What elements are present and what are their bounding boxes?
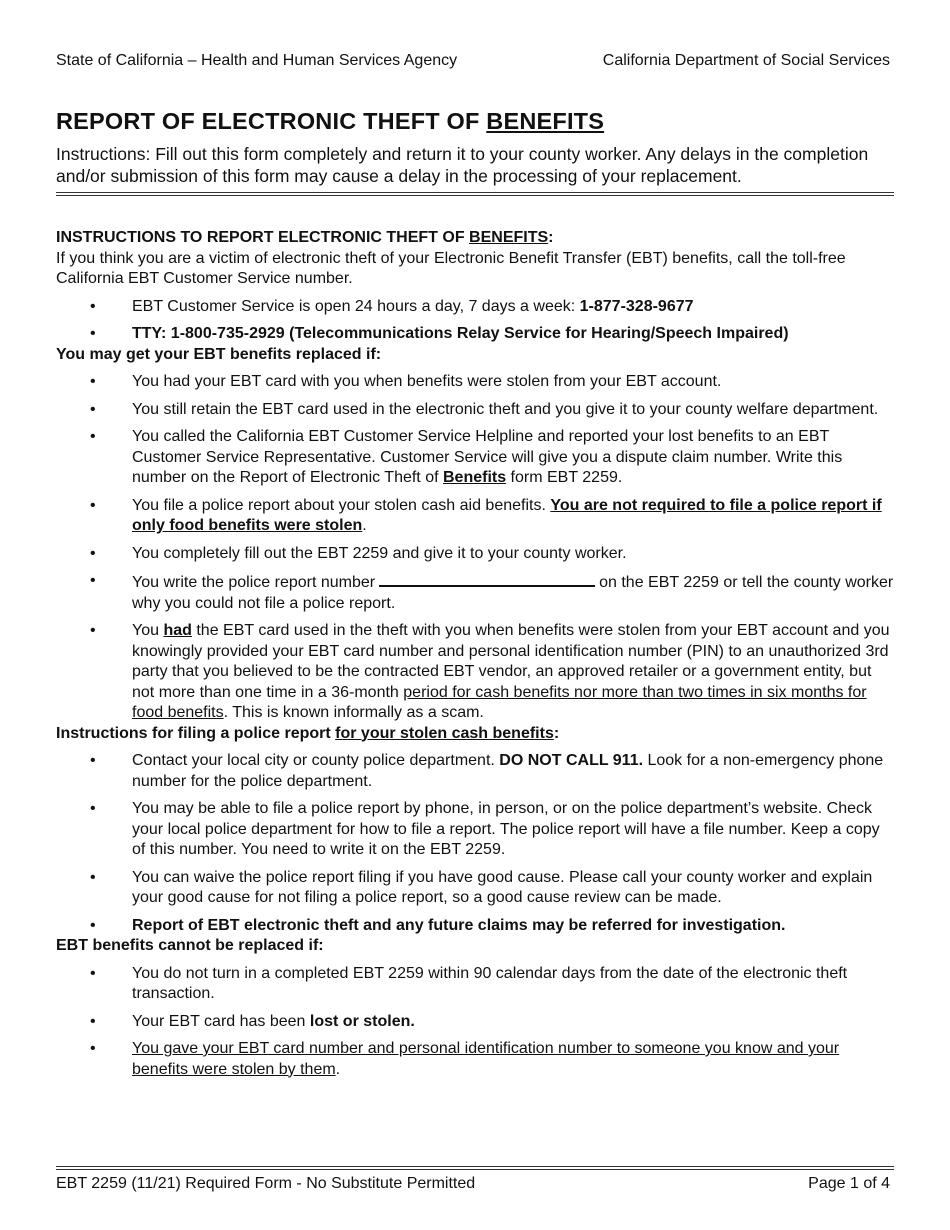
list-item: • You do not turn in a completed EBT 2259 within 90 calendar days from the date of the electronic theft transaction. — [90, 964, 848, 1002]
police-heading: Instructions for filing a police report for your stolen cash benefits: — [56, 724, 560, 742]
bullet-icon: • — [90, 428, 96, 445]
bullet-icon: • — [90, 622, 96, 639]
bullet-icon: • — [90, 1012, 96, 1030]
bullet-icon: • — [90, 496, 96, 514]
page-number: Page 1 of 4 — [808, 1175, 890, 1192]
list-item: • Contact your local city or county police department. DO NOT CALL 911. Look for a non-emergency phone number for the police department. — [90, 752, 884, 790]
replaced-list — [56, 372, 894, 724]
list-item: • You had your EBT card with you when benefits were stolen from your EBT account. — [56, 372, 894, 393]
form-instructions: Instructions: Fill out this form completely and return it to your county worker. Any delays in the completion and/or submission of this form may cause a delay in the processing of your replacement. — [56, 144, 869, 186]
bullet-icon: • — [90, 868, 96, 886]
list-item: • You had the EBT card used in the theft with you when benefits were stolen from your EBT account and you knowingly provided your EBT card number and personal identification number (PIN) to an unauthorized 3rd party that you believed to be the contracted EBT vendor, an approved retailer or a government entity, but not more than one time in a 36-month period for cash benefits nor more than two times in six months for food benefits. This is known informally as a scam. — [90, 622, 890, 721]
bullet-icon: • — [90, 1040, 96, 1057]
not-replaced-list — [56, 964, 894, 1081]
list-item: • TTY: 1-800-735-2929 (Telecommunications Relay Service for Hearing/Speech Impaired) — [56, 324, 894, 345]
list-item: • You gave your EBT card number and personal identification number to someone you know and your benefits were stolen by them. — [90, 1040, 840, 1078]
customer-service-phone: 1-877-328-9677 — [579, 297, 694, 315]
bullet-icon: • — [90, 373, 96, 390]
bullet-icon: • — [90, 544, 96, 562]
list-item: • You file a police report about your stolen cash aid benefits. You are not required to file a police report if only food benefits were stolen. — [90, 496, 882, 534]
list-item: • Your EBT card has been lost or stolen. — [56, 1012, 894, 1033]
report-list — [56, 297, 894, 345]
bullet-icon: • — [90, 572, 96, 589]
report-heading: INSTRUCTIONS TO REPORT ELECTRONIC THEFT OF BENEFITS: — [56, 229, 554, 246]
list-item: • You may be able to file a police report by phone, in person, or on the police department’s website. Check your local police department for how to file a report. The police report will have a file number. Keep a copy of this number. You need to write it on the EBT 2259. — [90, 800, 880, 858]
bullet-icon: • — [90, 325, 96, 342]
header-divider — [56, 192, 894, 196]
list-item: • Report of EBT electronic theft and any future claims may be referred for investigation. — [56, 916, 894, 937]
list-item: • You write the police report number on the EBT 2259 or tell the county worker why you could not file a police report. — [90, 572, 894, 612]
not-replaced-heading: EBT benefits cannot be replaced if: — [56, 937, 324, 954]
bullet-icon: • — [90, 916, 96, 934]
bullet-icon: • — [90, 752, 96, 769]
report-intro: If you think you are a victim of electronic theft of your Electronic Benefit Transfer (EBT) benefits, call the toll-free California EBT Customer Service number. — [56, 249, 846, 287]
bullet-icon: • — [90, 297, 96, 315]
list-item: • EBT Customer Service is open 24 hours a day, 7 days a week: 1-877-328-9677 — [56, 297, 894, 318]
form-title: REPORT OF ELECTRONIC THEFT OF BENEFITS — [56, 108, 605, 134]
list-item: • You called the California EBT Customer Service Helpline and reported your lost benefits to an EBT Customer Service Representative. Customer Service will give you a dispute claim number. Write this number on the Report of Electronic Theft of Benefits form EBT 2259. — [90, 428, 843, 486]
police-report-number-blank[interactable] — [379, 571, 595, 587]
police-list — [56, 751, 894, 936]
replaced-heading: You may get your EBT benefits replaced if: — [56, 345, 382, 363]
list-item: • You still retain the EBT card used in the electronic theft and you give it to your county welfare department. — [56, 400, 894, 421]
form-id: EBT 2259 (11/21) Required Form - No Substitute Permitted — [56, 1175, 476, 1192]
form-body — [56, 228, 894, 1080]
footer-divider — [56, 1166, 894, 1170]
bullet-icon: • — [90, 400, 96, 418]
agency-name: State of California – Health and Human Services Agency — [56, 52, 458, 69]
list-item: • You can waive the police report filing if you have good cause. Please call your county worker and explain your good cause for not filing a police report, so a good cause review can be made. — [90, 868, 873, 906]
bullet-icon: • — [90, 800, 96, 817]
department-name: California Department of Social Services — [602, 52, 890, 69]
list-item: • You completely fill out the EBT 2259 and give it to your county worker. — [56, 544, 894, 565]
bullet-icon: • — [90, 964, 96, 982]
